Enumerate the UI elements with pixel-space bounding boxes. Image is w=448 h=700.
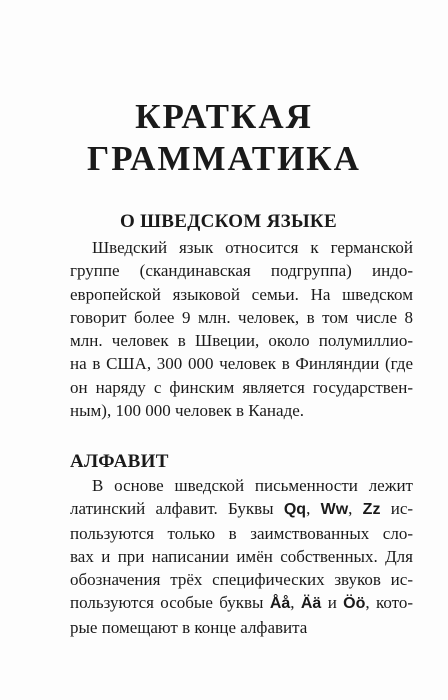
page-title-line-1: КРАТКАЯ <box>135 97 313 136</box>
paragraph-about-swedish <box>70 236 413 422</box>
letter-pair-w: Ww <box>320 501 349 519</box>
letter-pair-ae: Ää <box>300 595 322 613</box>
text-line: обозначения трёх специфических звуков ис- <box>70 570 413 590</box>
text-line: пользуются только в заимствованных сло- <box>70 523 413 543</box>
page-title <box>0 96 448 180</box>
text-line: Шведский язык относится к германской <box>92 238 413 257</box>
letter-pair-z: Zz <box>362 501 381 519</box>
section-heading-alphabet: АЛФАВИТ <box>70 451 169 472</box>
text-fragment: латинский алфавит. Буквы <box>70 499 284 519</box>
text-line: он наряду с финским является государствен- <box>70 377 413 397</box>
letter-pair-aa: Åå <box>269 595 291 613</box>
text-line: говорит более 9 млн. человек, в том числе 8 <box>70 307 413 327</box>
page-title-line-2: ГРАММАТИКА <box>87 139 361 178</box>
text-line: европейской языковой семьи. На шведском <box>70 284 413 304</box>
text-line: группе (скандинавская подгруппа) индо- <box>70 261 413 281</box>
text-line: млн. человек в Швеции, около полумиллио- <box>70 331 413 351</box>
paragraph-alphabet <box>70 474 413 639</box>
letter-pair-q: Qq <box>283 501 307 519</box>
text-line: на в США, 300 000 человек в Финляндии (где <box>70 354 413 374</box>
text-line: В основе шведской письменности лежит <box>92 476 413 495</box>
text-line: пользуются особые буквы Åå, Ää и Öö, кото- <box>70 593 414 613</box>
text-line: латинский алфавит. Буквы Qq, Ww, Zz ис- <box>70 499 414 519</box>
letter-pair-oe: Öö <box>343 595 366 613</box>
text-fragment: и <box>327 593 337 613</box>
text-line: рые помещают в конце алфавита <box>70 617 308 637</box>
text-fragment: пользуются особые буквы <box>70 593 270 613</box>
text-line: вах и при написании имён собственных. Для <box>70 546 413 566</box>
section-heading-about-swedish: О ШВЕДСКОМ ЯЗЫКЕ <box>120 211 337 232</box>
text-fragment: , кото- <box>365 593 414 613</box>
text-fragment: ис- <box>380 499 414 519</box>
text-line: ным), 100 000 человек в Канаде. <box>70 401 305 421</box>
